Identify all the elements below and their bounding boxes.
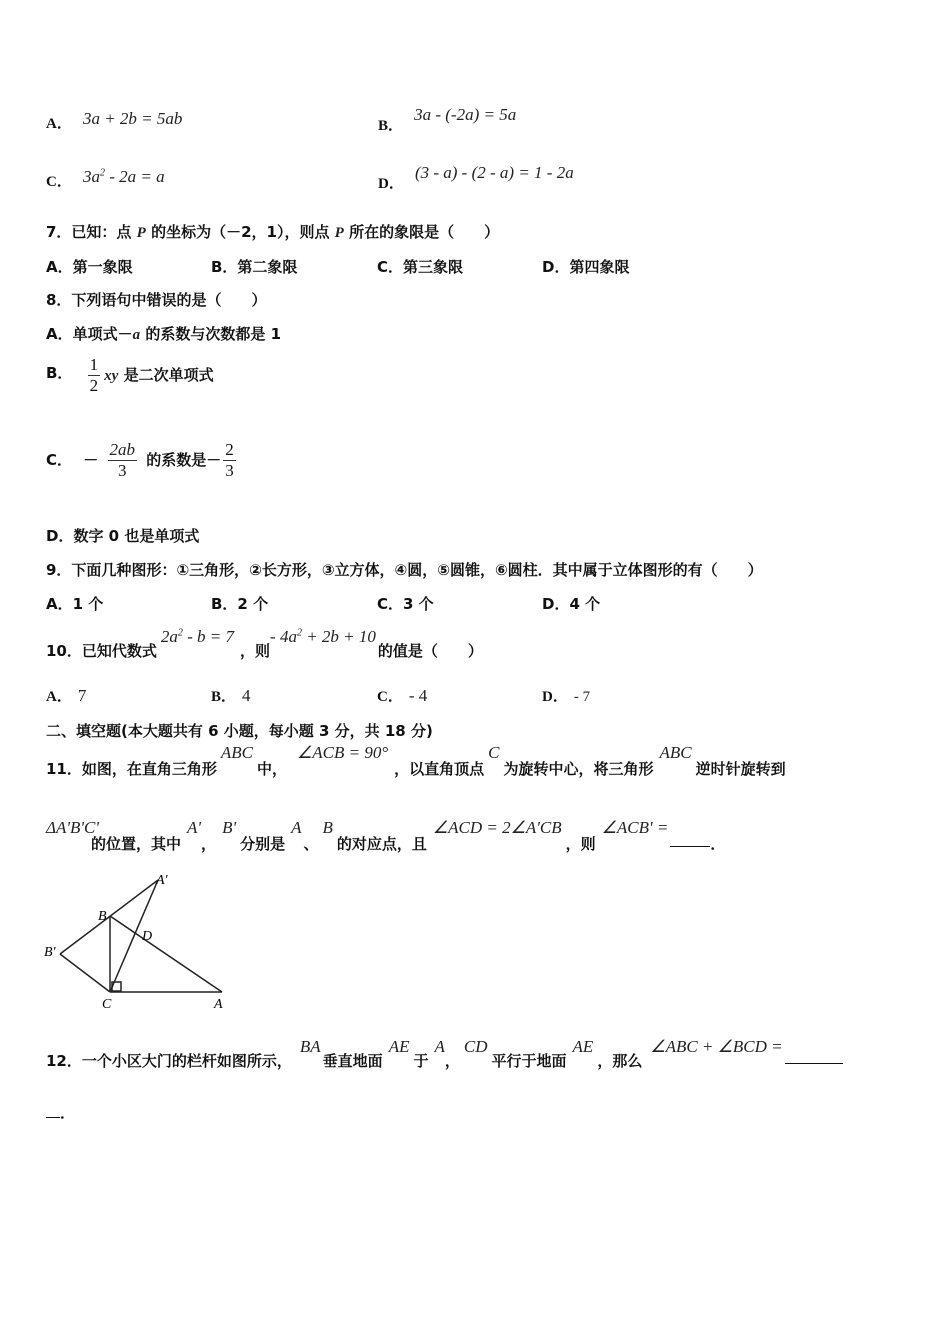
option-letter: B． [378, 118, 404, 134]
label-d: D [142, 929, 153, 944]
numerator: 1 [89, 355, 99, 374]
minus-sign: － [83, 451, 99, 469]
answer-blank[interactable] [670, 832, 710, 847]
q8-option-a [46, 323, 281, 344]
variable-xy: xy [104, 368, 119, 384]
math-a: A [434, 1037, 445, 1056]
q7-option-d: D．第四象限 [542, 258, 630, 276]
option-text: 是二次单项式 [118, 366, 214, 384]
expr-exponent: 2 [296, 627, 302, 639]
stem-text: ， [201, 835, 217, 853]
denominator: 2 [89, 376, 99, 395]
stem-text: 所在的象限是（ ） [343, 223, 500, 241]
q8-option-d: D．数字 0 也是单项式 [46, 527, 200, 545]
option-expression: 3a - (-2a) = 5a [414, 105, 517, 124]
label-a-prime: A' [156, 873, 168, 888]
point-p: P [334, 225, 344, 241]
point-p: P [136, 225, 146, 241]
stem-text: ． [60, 1104, 76, 1122]
math-b: B [322, 818, 333, 837]
denominator: 3 [225, 461, 234, 480]
label-b: B [98, 909, 107, 924]
q10-option-c [377, 685, 427, 706]
option-letter: D． [378, 176, 404, 192]
q6-option-b [378, 104, 517, 134]
q11-line-2 [46, 817, 726, 853]
math-a-prime: A' [187, 818, 202, 837]
option-letter: B． [211, 689, 237, 705]
q7-option-b: B．第二象限 [211, 258, 298, 276]
math-angle-relation: ∠ACD = 2∠A'CB [432, 818, 562, 837]
label-a: A [214, 997, 223, 1012]
q12-line-1 [46, 1036, 843, 1070]
option-letter: A． [46, 689, 72, 705]
stem-text: ，那么 [597, 1052, 643, 1070]
expression-given [161, 627, 234, 646]
math-triangle: ΔA'B'C' [46, 818, 99, 837]
math-ae: AE [388, 1037, 410, 1056]
option-letter: C． [46, 174, 72, 190]
math-angle-acb: ∠ACB = 90° [297, 743, 389, 762]
stem-text: 10．已知代数式 [46, 642, 157, 660]
option-expression: 3a + 2b = 5ab [82, 109, 183, 128]
option-letter: D． [542, 689, 568, 705]
math-abc: ABC [220, 743, 253, 762]
segment-cb-prime [60, 954, 110, 992]
math-angle-sum: ∠ABC + ∠BCD = [650, 1037, 783, 1056]
option-letter: C． [46, 451, 73, 469]
math-a: A [291, 818, 302, 837]
stem-text: 的坐标为（－2，1），则点 [145, 223, 335, 241]
q10-option-d [542, 685, 590, 706]
q10-option-a [46, 685, 86, 706]
q11-line-1 [46, 742, 786, 778]
q9-option-c: C．3 个 [377, 595, 434, 613]
answer-blank-continued[interactable] [46, 1105, 60, 1118]
stem-text: 11．如图，在直角三角形 [46, 760, 217, 778]
label-c: C [102, 997, 112, 1012]
fraction-one-half [88, 355, 101, 396]
option-letter: B． [46, 364, 73, 382]
stem-text: ，则 [240, 642, 271, 660]
option-letter: A． [46, 116, 72, 132]
q12-line-2 [46, 1102, 75, 1123]
q8-option-c [46, 440, 236, 481]
numerator: 2ab [109, 440, 135, 459]
q9-option-d: D．4 个 [542, 595, 601, 613]
stem-text: 中， [257, 760, 288, 778]
stem-text: 分别是 [240, 835, 286, 853]
option-letter: C． [377, 689, 403, 705]
expr-part: + 2b + 10 [301, 627, 376, 646]
expression-target [270, 627, 376, 646]
option-value: - 4 [408, 686, 428, 705]
option-expression: (3 - a) - (2 - a) = 1 - 2a [414, 163, 574, 182]
label-b-prime: B' [44, 945, 56, 960]
option-value: 4 [242, 686, 251, 705]
q11-figure [40, 868, 240, 1013]
expr-part: - 4a [270, 627, 297, 646]
q6-option-d [378, 162, 574, 192]
expr-exponent: 2 [177, 627, 183, 639]
q8-option-b [46, 355, 214, 396]
option-value: - 7 [573, 689, 591, 705]
stem-text: 垂直地面 [322, 1052, 383, 1070]
denominator: 3 [118, 461, 127, 480]
option-expression [83, 167, 165, 186]
math-angle-question: ∠ACB' = [601, 818, 669, 837]
numerator: 2 [225, 440, 234, 459]
q8-stem: 8．下列语句中错误的是（ ） [46, 291, 267, 309]
math-b-prime: B' [222, 818, 237, 837]
stem-text: ，以直角顶点 [394, 760, 485, 778]
stem-text: 的位置，其中 [91, 835, 182, 853]
expr-rest: - 2a = a [104, 167, 165, 186]
stem-text: 7．已知：点 [46, 223, 137, 241]
fraction-two-thirds [223, 440, 236, 481]
option-text: A．单项式－ [46, 325, 133, 343]
q9-option-a: A．1 个 [46, 595, 104, 613]
q10-stem [46, 626, 483, 660]
math-abc: ABC [659, 743, 692, 762]
q7-option-c: C．第三象限 [377, 258, 464, 276]
expr-part: 2a [160, 627, 178, 646]
math-ae: AE [572, 1037, 594, 1056]
q7-option-a: A．第一象限 [46, 258, 133, 276]
expr-exponent: 2 [99, 167, 105, 179]
option-text: 的系数是－ [141, 451, 222, 469]
stem-text: 逆时针旋转到 [695, 760, 786, 778]
stem-text: 为旋转中心，将三角形 [503, 760, 654, 778]
answer-blank[interactable] [785, 1049, 843, 1064]
stem-text: ， [444, 1052, 460, 1070]
q9-option-b: B．2 个 [211, 595, 269, 613]
section-heading: 二、填空题(本大题共有 6 小题，每小题 3 分，共 18 分) [46, 722, 433, 740]
stem-text: ． [710, 835, 726, 853]
expr-base: 3a [82, 167, 100, 186]
stem-text: 平行于地面 [491, 1052, 567, 1070]
variable-a: a [132, 327, 141, 343]
option-value: 7 [77, 686, 87, 705]
q6-option-a [46, 109, 183, 133]
q10-option-b [211, 685, 251, 706]
stem-text: 的值是（ ） [377, 642, 483, 660]
option-text: 的系数与次数都是 1 [140, 325, 282, 343]
math-ba: BA [299, 1037, 321, 1056]
expr-part: - b = 7 [182, 627, 235, 646]
stem-text: ，则 [565, 835, 596, 853]
math-c: C [488, 743, 500, 762]
math-cd: CD [463, 1037, 488, 1056]
stem-text: 的对应点，且 [336, 835, 427, 853]
stem-text: 12．一个小区大门的栏杆如图所示， [46, 1052, 292, 1070]
q7-stem [46, 221, 499, 242]
fraction-2ab-over-3 [108, 440, 138, 481]
stem-text: 于 [413, 1052, 429, 1070]
q6-option-c [46, 167, 165, 191]
stem-text: 、 [303, 835, 319, 853]
q9-stem: 9．下面几种图形：①三角形，②长方形，③立方体，④圆，⑤圆锥，⑥圆柱．其中属于立体图形的有（ ） [46, 561, 763, 579]
